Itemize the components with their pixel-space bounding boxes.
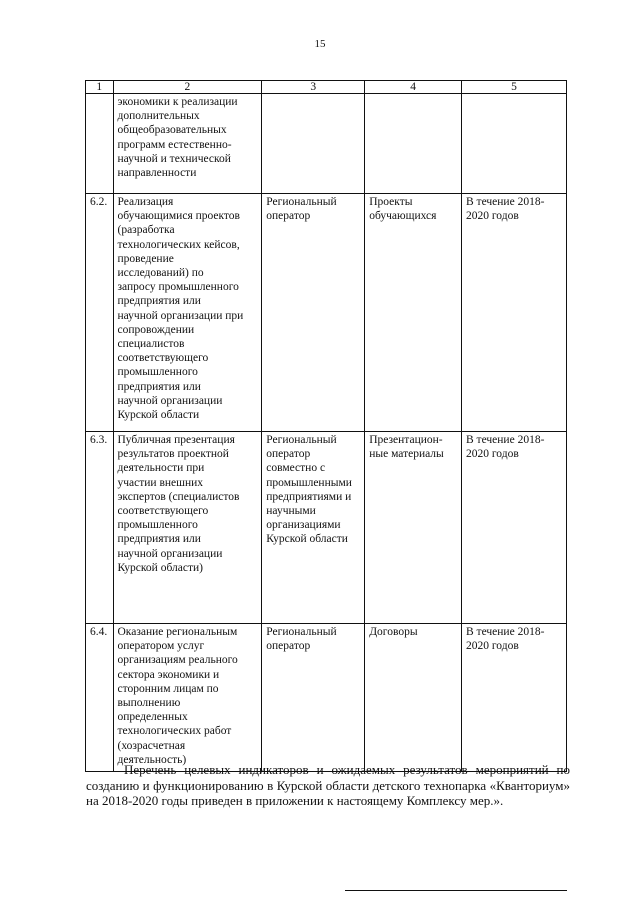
row-number: 6.2. xyxy=(86,194,114,432)
term-text xyxy=(462,94,567,194)
executor-text xyxy=(262,94,365,194)
table-row xyxy=(86,624,567,772)
result-text: Презентацион- ные материалы xyxy=(365,432,462,624)
row-number: 6.4. xyxy=(86,624,114,772)
measure-text: Оказание региональным оператором услуг организациям реального сектора экономики и сторонним лицам по выполнению определенных технологических работ (хозрасчетная деятельность) xyxy=(113,624,262,772)
header-cell-5: 5 xyxy=(462,81,567,94)
page-number: 15 xyxy=(314,38,326,50)
signature-line xyxy=(345,890,567,891)
header-cell-4: 4 xyxy=(365,81,462,94)
measure-text: Реализация обучающимися проектов (разработка технологических кейсов, проведение исследований) по запросу промышленного предприятия или научной организации при сопровождении специалистов соответствующего промышленного предприятия или научной организации Курской области xyxy=(113,194,262,432)
table-row xyxy=(86,194,567,432)
result-text: Договоры xyxy=(365,624,462,772)
table-row xyxy=(86,94,567,194)
term-text: В течение 2018- 2020 годов xyxy=(462,194,567,432)
measure-text: Публичная презентация результатов проектной деятельности при участии внешних экспертов (специалистов соответствующего промышленного предприятия или научной организации Курской области) xyxy=(113,432,262,624)
executor-text: Региональный оператор совместно с промышленными предприятиями и научными организациями Курской области xyxy=(262,432,365,624)
executor-text: Региональный оператор xyxy=(262,194,365,432)
row-number xyxy=(86,94,114,194)
result-text: Проекты обучающихся xyxy=(365,194,462,432)
row-number: 6.3. xyxy=(86,432,114,624)
header-cell-2: 2 xyxy=(113,81,262,94)
executor-text: Региональный оператор xyxy=(262,624,365,772)
closing-paragraph: Перечень целевых индикаторов и ожидаемых результатов мероприятий по созданию и функционированию в Курской области детского технопарка «Кванториум» на 2018-2020 годы приведен в приложении к настоящему Комплексу мер.». xyxy=(86,762,570,808)
measures-table xyxy=(85,80,567,772)
table-header-row xyxy=(86,81,567,94)
result-text xyxy=(365,94,462,194)
header-cell-1: 1 xyxy=(86,81,114,94)
term-text: В течение 2018- 2020 годов xyxy=(462,432,567,624)
header-cell-3: 3 xyxy=(262,81,365,94)
measure-text: экономики к реализации дополнительных общеобразовательных программ естественно- научной и технической направленности xyxy=(113,94,262,194)
table-row xyxy=(86,432,567,624)
term-text: В течение 2018- 2020 годов xyxy=(462,624,567,772)
